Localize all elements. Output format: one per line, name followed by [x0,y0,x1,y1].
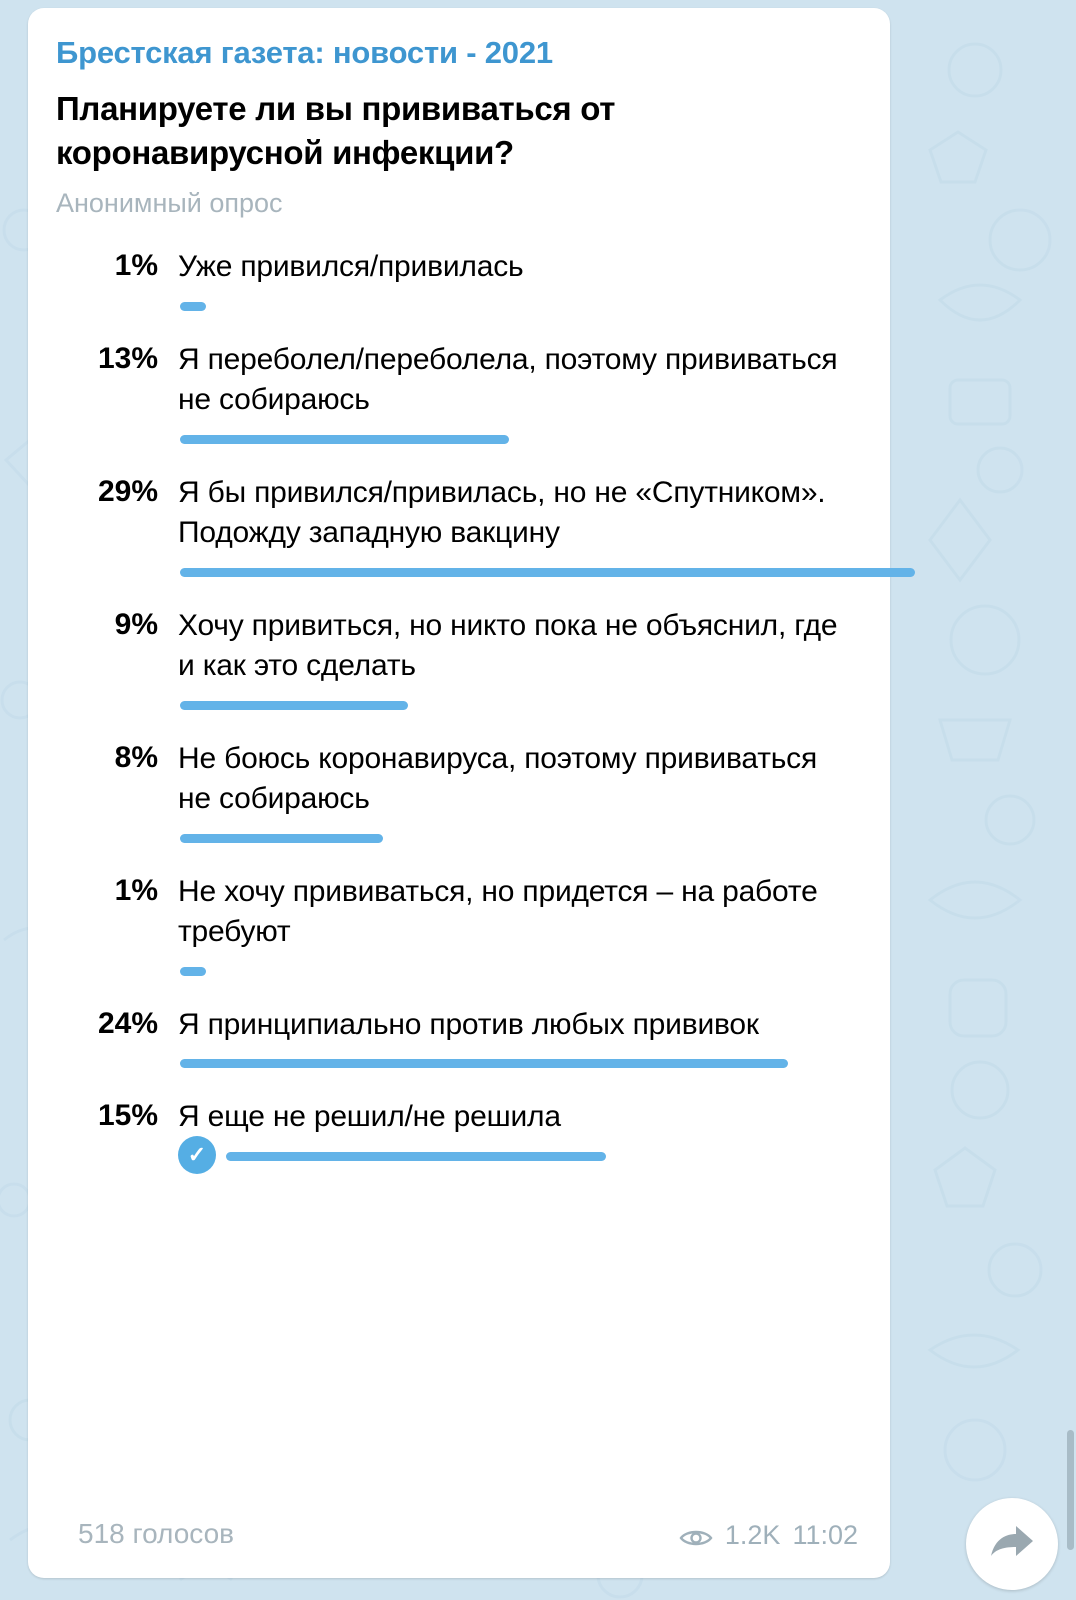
poll-option-bar-track [180,967,862,977]
poll-option-bar-fill [180,701,408,710]
poll-option-label: Уже привился/привилась [178,250,524,284]
poll-option-bar-track [180,302,862,312]
poll-message-bubble[interactable] [28,8,890,1578]
poll-option-percent: 29% [97,474,158,508]
poll-option-bar-track [180,834,862,844]
poll-option-bar-fill [226,1152,606,1161]
poll-option[interactable] [58,247,862,312]
poll-option[interactable] [58,340,862,445]
poll-option-bar-track [180,701,862,711]
poll-option-label: Я принципиально против любых прививок [178,1007,759,1041]
poll-option-bar-track [180,1059,862,1069]
poll-option-bar-track [180,435,862,445]
channel-title: Брестская газета: новости - 2021 [56,35,553,70]
poll-option-bar-fill [180,1059,788,1068]
poll-subtitle: Анонимный опрос [56,188,283,219]
poll-option-label: Я переболел/переболела, поэтому прививаться не собираюсь [178,342,838,417]
message-meta [679,1520,858,1551]
poll-option-percent: 24% [97,1006,158,1040]
poll-option[interactable] [58,1097,862,1167]
poll-option-percent: 1% [114,873,158,907]
views-count: 1.2K [724,1520,781,1550]
message-time: 11:02 [792,1520,858,1550]
poll-option-label: Я бы привился/привилась, но не «Спутником». Подожду западную вакцину [178,475,826,550]
poll-option-bar-fill [180,302,206,311]
poll-option-percent: 8% [114,740,158,774]
poll-option-bar-fill [180,568,915,577]
poll-option-percent: 15% [97,1099,158,1133]
poll-option[interactable] [58,473,862,578]
share-arrow-icon [989,1524,1035,1564]
poll-option-label: Хочу привиться, но никто пока не объяснил, где и как это сделать [178,608,838,683]
poll-option-bar-fill [180,967,206,976]
poll-option[interactable] [58,872,862,977]
poll-option-label: Не хочу прививаться, но придется – на работе требуют [178,874,818,949]
poll-option[interactable] [58,606,862,711]
poll-option-label: Я еще не решил/не решила [178,1100,561,1134]
poll-option[interactable] [58,739,862,844]
poll-option-bar-track [180,568,862,578]
poll-options-list [58,247,862,1167]
views-eye-icon [679,1525,713,1547]
poll-option-percent: 13% [97,341,158,375]
poll-option-bar-track [187,1141,862,1167]
poll-footer [56,1518,862,1564]
share-button[interactable] [966,1498,1058,1590]
check-icon: ✓ [178,1136,216,1174]
poll-option-bar-fill [180,435,509,444]
poll-option-label: Не боюсь коронавируса, поэтому прививаться не собираюсь [178,741,818,816]
poll-option-bar-fill [180,834,383,843]
poll-question: Планируете ли вы прививаться от коронавирусной инфекции? [56,90,616,171]
votes-count: 518 голосов [78,1518,235,1549]
poll-option-percent: 1% [114,249,158,283]
scrollbar[interactable] [1067,1430,1074,1550]
poll-option-percent: 9% [114,607,158,641]
poll-option[interactable] [58,1005,862,1070]
